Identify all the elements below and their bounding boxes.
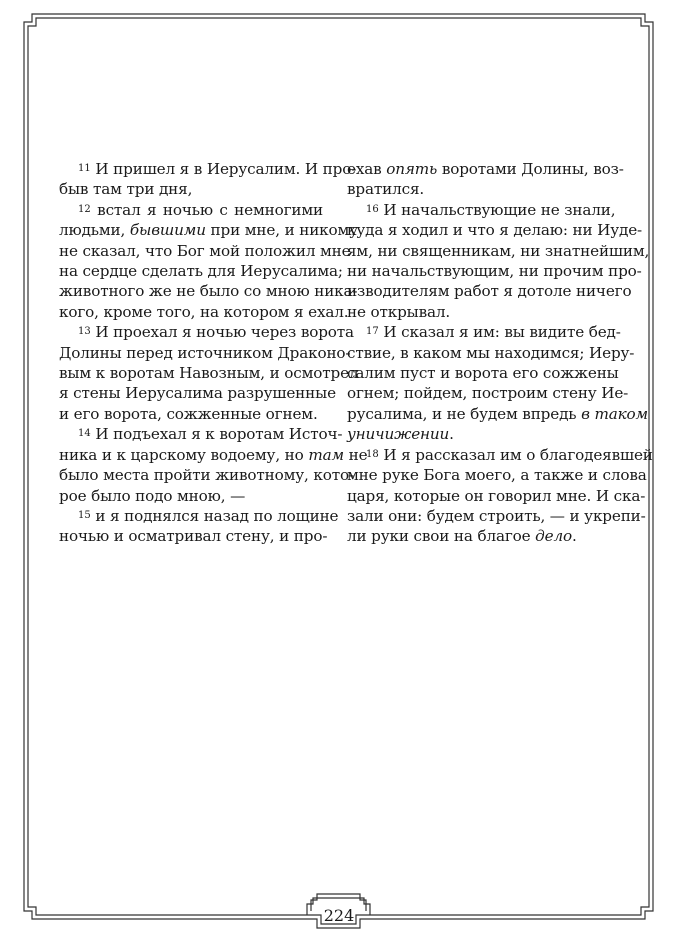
verse-number: 15 (78, 509, 91, 521)
text-line (347, 526, 613, 546)
text-segment: встал я ночью с немногими (90, 200, 323, 219)
text-segment: Долины перед источником Драконо- (59, 343, 351, 362)
text-segment: салим пуст и ворота его сожжены (347, 364, 619, 383)
text-segment: изводителям работ я дотоле ничего (347, 282, 632, 301)
text-line (347, 445, 653, 465)
text-segment: ехав (347, 160, 387, 178)
text-line (59, 322, 354, 342)
text-line (59, 404, 323, 424)
text-segment: куда я ходил и что я делаю: ни Иуде- (347, 221, 643, 240)
text-segment: людьми, (59, 221, 130, 240)
text-line (347, 261, 642, 281)
verse-number: 14 (78, 428, 91, 440)
text-segment: . (449, 425, 454, 444)
verse-number: 18 (366, 448, 379, 460)
text-line (59, 302, 349, 322)
text-line (59, 261, 343, 281)
text-line (59, 363, 359, 383)
text-segment: животного же не было со мною ника- (59, 282, 358, 301)
text-segment: И подъехал я к воротам Источ- (90, 425, 343, 444)
text-line (59, 159, 357, 179)
text-line (347, 302, 613, 322)
text-segment: И проехал я ночью через ворота (90, 323, 354, 342)
text-line (347, 363, 619, 383)
verse-number: 12 (78, 203, 91, 215)
text-segment: было места пройти животному, кото- (59, 466, 354, 485)
italic-text: бывшими (129, 221, 206, 240)
text-segment: при мне, и никому (205, 221, 358, 240)
text-segment: . (572, 527, 577, 546)
text-segment: я стены Иерусалима разрушенные (59, 384, 336, 403)
text-segment: вратился. (347, 180, 425, 199)
italic-text: опять (386, 160, 438, 178)
text-segment: ночью и осматривал стену, и про- (59, 527, 328, 546)
text-line (59, 281, 358, 301)
text-segment: И я рассказал им о благодеявшей (378, 445, 653, 464)
text-segment: зали они: будем строить, — и укрепи- (347, 506, 646, 525)
text-segment: ли руки свои на благое (347, 527, 536, 546)
text-line (347, 220, 643, 240)
text-line (59, 486, 323, 506)
text-segment: и я поднялся назад по лощине (90, 506, 339, 525)
text-line (347, 159, 624, 179)
text-segment: царя, которые он говорил мне. И ска- (347, 486, 646, 505)
text-segment: не открывал. (347, 302, 451, 321)
text-segment: ника и к царскому водоему, но (59, 445, 309, 464)
text-segment: не (343, 445, 368, 464)
text-segment: мне руке Бога моего, а также и слова (347, 466, 647, 485)
text-line (347, 506, 646, 526)
text-line (59, 424, 343, 444)
italic-text: там (308, 445, 344, 464)
verse-number: 11 (78, 163, 91, 174)
text-line (59, 465, 354, 485)
text-segment: рое было подо мною, — (59, 486, 246, 505)
text-line (347, 179, 613, 199)
text-line (59, 241, 351, 261)
text-segment: воротами Долины, воз- (437, 160, 624, 178)
verse-number: 16 (366, 203, 379, 215)
text-segment: ствие, в каком мы находимся; Иеру- (347, 343, 635, 362)
text-line (347, 343, 635, 363)
italic-text: дело (535, 527, 572, 546)
text-segment: не сказал, что Бог мой положил мне (59, 241, 351, 260)
verse-number: 17 (366, 326, 379, 338)
text-line (347, 383, 629, 403)
text-segment: И сказал я им: вы видите бед- (378, 323, 621, 342)
text-segment: И пришел я в Иерусалим. И про- (90, 160, 357, 178)
text-segment: русалима, и не будем впредь (347, 404, 582, 423)
text-segment: на сердце сделать для Иерусалима; (59, 262, 343, 281)
verse-number: 13 (78, 326, 91, 338)
italic-text: в таком (581, 404, 648, 423)
text-line (59, 343, 351, 363)
text-segment: ни начальствующим, ни прочим про- (347, 262, 642, 281)
text-column-right (347, 159, 653, 547)
text-line (347, 200, 616, 220)
text-line (347, 404, 648, 424)
text-line (347, 281, 632, 301)
text-line (59, 526, 328, 546)
text-line (347, 486, 646, 506)
text-line (59, 383, 336, 403)
text-segment: быв там три дня, (59, 180, 193, 199)
text-line (347, 424, 613, 444)
text-line (347, 322, 621, 342)
page-number: 224 (323, 906, 355, 925)
text-line (59, 445, 368, 465)
text-line (59, 200, 323, 220)
text-line (347, 465, 647, 485)
text-line (59, 179, 323, 199)
text-segment: огнем; пойдем, построим стену Ие- (347, 384, 629, 403)
text-line (59, 220, 358, 240)
text-segment: вым к воротам Навозным, и осмотрел (59, 364, 359, 383)
text-line (347, 241, 650, 261)
text-segment: И начальствующие не знали, (378, 200, 616, 219)
text-segment: и его ворота, сожженные огнем. (59, 404, 318, 423)
text-line (59, 506, 339, 526)
text-segment: кого, кроме того, на котором я ехал. (59, 302, 349, 321)
italic-text: уничижении (347, 425, 450, 444)
text-segment: ям, ни священникам, ни знатнейшим, (347, 241, 650, 260)
